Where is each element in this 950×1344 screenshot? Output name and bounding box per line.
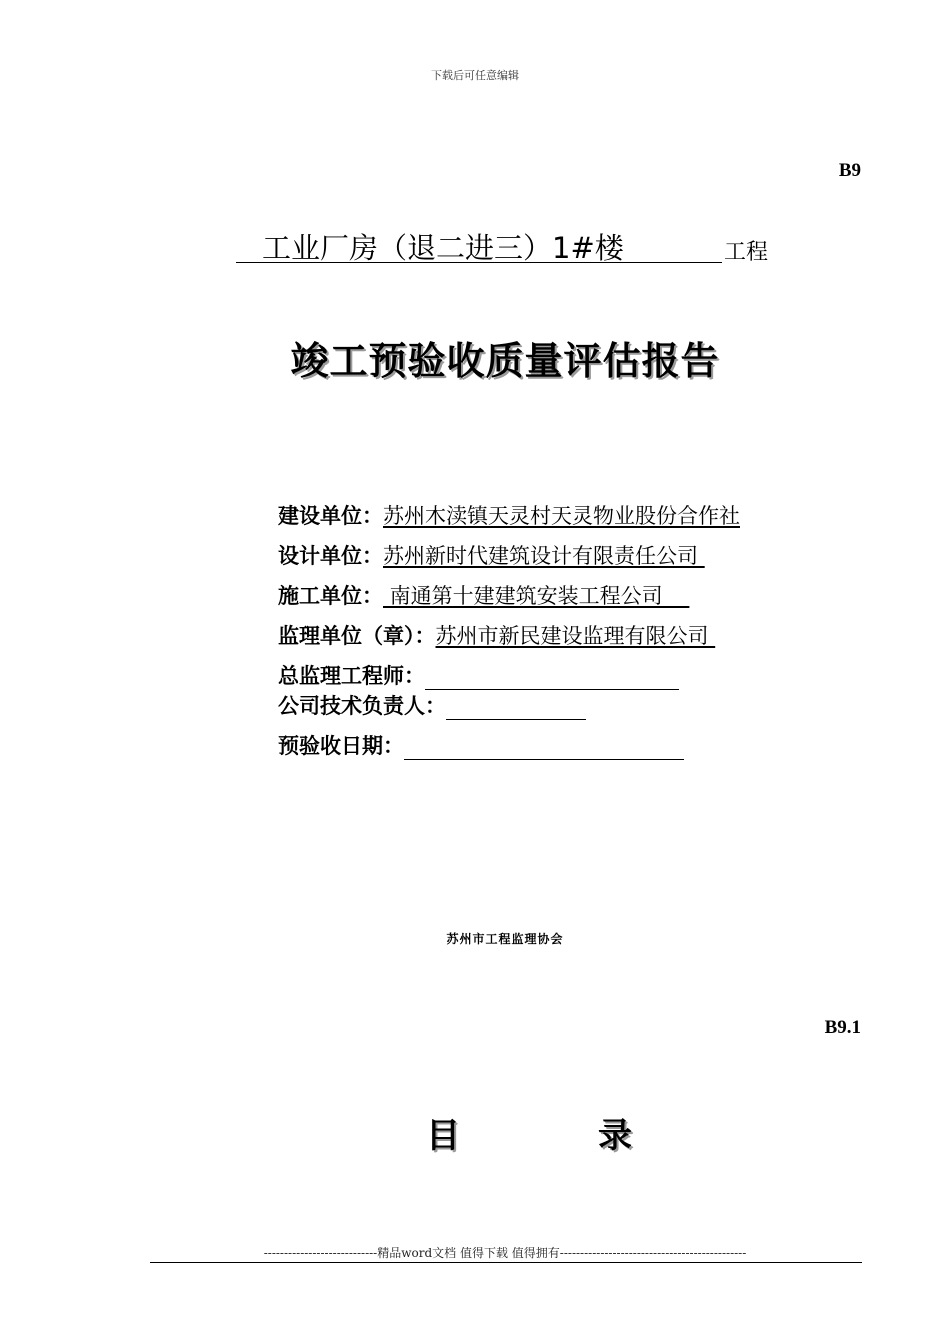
chief-engineer-blank[interactable] (425, 667, 679, 690)
tech-lead-blank[interactable] (446, 697, 586, 720)
toc-heading-char-1: 目 (426, 1116, 460, 1156)
chief-engineer-row (278, 662, 679, 690)
date-blank[interactable] (404, 737, 684, 760)
supervisor-row (278, 622, 715, 650)
footer-rule (150, 1262, 862, 1263)
designer-label: 设计单位： (278, 544, 383, 568)
contractor-value: 南通第十建建筑安装工程公司 (383, 584, 690, 608)
project-name: 工业厂房（退二进三）1#楼 (262, 231, 624, 265)
designer-row (278, 542, 705, 570)
contractor-label: 施工单位： (278, 584, 383, 608)
builder-value: 苏州木渎镇天灵村天灵物业股份合作社 (383, 504, 740, 528)
report-title: 竣工预验收质量评估报告 (290, 339, 720, 383)
tech-lead-label: 公司技术负责人： (278, 694, 446, 718)
designer-value: 苏州新时代建筑设计有限责任公司 (383, 544, 705, 568)
footer-note: ----------------------------精品word文档 值得下载 值得拥有---------------------------------------------- (263, 1246, 747, 1260)
association-name: 苏州市工程监理协会 (446, 932, 564, 946)
supervisor-value: 苏州市新民建设监理有限公司 (435, 624, 716, 648)
document-code-top: B9 (838, 160, 861, 181)
toc-heading-char-2: 录 (598, 1116, 632, 1156)
builder-label: 建设单位： (278, 504, 383, 528)
builder-row (278, 502, 740, 530)
supervisor-label: 监理单位（章）： (278, 624, 436, 648)
chief-engineer-label: 总监理工程师： (278, 664, 425, 688)
tech-lead-row (278, 692, 586, 720)
document-code-bottom: B9.1 (824, 1017, 861, 1038)
date-row (278, 732, 684, 760)
project-suffix: 工程 (724, 240, 769, 265)
contractor-row (278, 582, 689, 610)
date-label: 预验收日期： (278, 734, 404, 758)
header-note: 下载后可任意编辑 (431, 69, 519, 82)
